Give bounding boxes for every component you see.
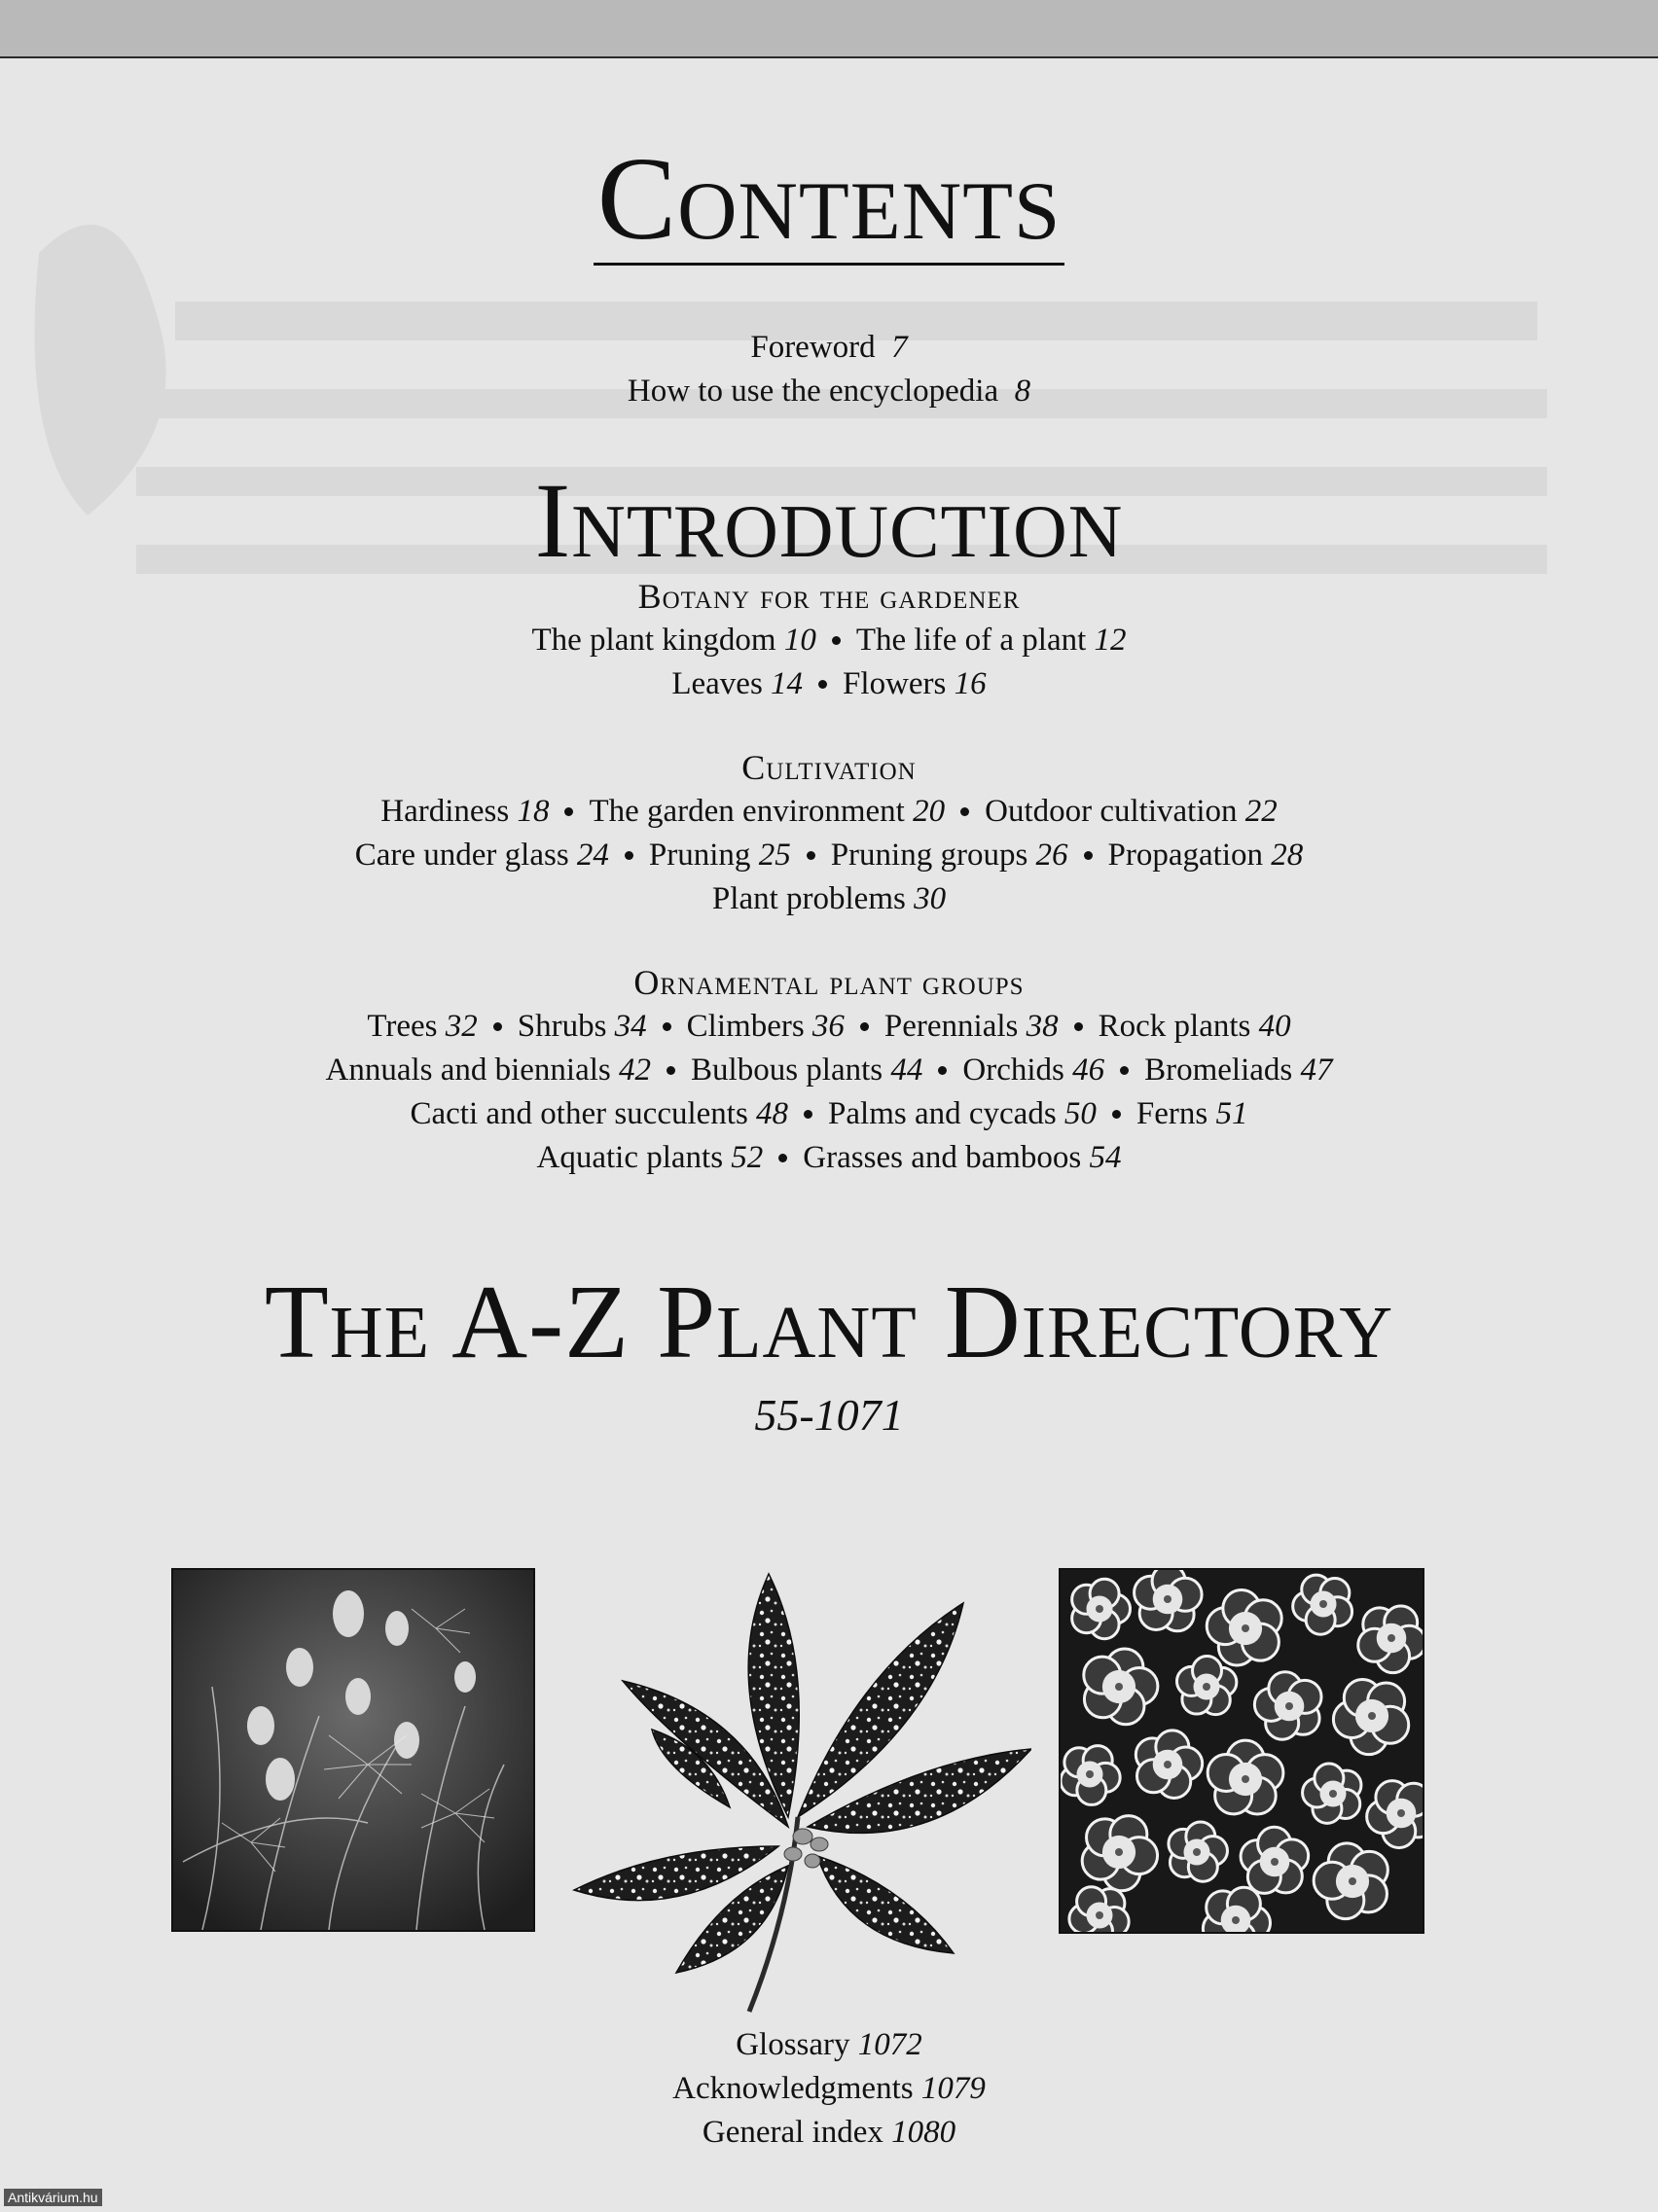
directory-heading: The A-Z Plant Directory (264, 1265, 1394, 1380)
introduction-sections (0, 574, 1658, 1180)
bullet-icon (564, 807, 573, 816)
toc-entry[interactable]: Care under glass 24 (354, 838, 609, 873)
bullet-icon (818, 680, 827, 689)
toc-row (0, 619, 1658, 662)
toc-row (0, 1005, 1658, 1049)
toc-entry[interactable]: General index 1080 (702, 2115, 956, 2150)
bullet-icon (493, 1022, 502, 1031)
toc-entry[interactable]: Bromeliads 47 (1144, 1052, 1333, 1088)
toc-entry[interactable]: Aquatic plants 52 (536, 1140, 764, 1175)
clematis-photo (171, 1568, 535, 1932)
toc-entry[interactable]: Hardiness 18 (380, 794, 550, 829)
front-matter-list (0, 326, 1658, 413)
toc-entry[interactable]: The garden environment 20 (589, 794, 946, 829)
toc-entry[interactable]: Shrubs 34 (517, 1009, 647, 1044)
watermark-label: Antikvárium.hu (4, 2189, 102, 2206)
book-page (0, 56, 1658, 2212)
bullet-icon (1120, 1066, 1129, 1075)
toc-entry[interactable]: Leaves 14 (671, 666, 804, 701)
toc-entry[interactable]: Climbers 36 (686, 1009, 845, 1044)
toc-entry[interactable]: Trees 32 (367, 1009, 478, 1044)
bullet-icon (960, 807, 969, 816)
primula-flower (1069, 1887, 1129, 1932)
introduction-heading: Introduction (534, 461, 1124, 580)
bullet-icon (807, 851, 815, 860)
directory-page-range[interactable]: 55-1071 (754, 1390, 904, 1440)
toc-entry[interactable]: The life of a plant 12 (855, 623, 1127, 658)
toc-row (0, 877, 1658, 921)
toc-row (0, 662, 1658, 706)
bullet-icon (667, 1066, 675, 1075)
toc-entry[interactable]: Annuals and biennials 42 (325, 1052, 652, 1088)
primula-flower (1135, 1570, 1203, 1631)
toc-entry[interactable]: Ferns 51 (1135, 1096, 1248, 1131)
bullet-icon (1074, 1022, 1083, 1031)
bullet-icon (778, 1154, 787, 1162)
contents-heading: Contents (0, 126, 1658, 272)
toc-row (0, 790, 1658, 834)
section-title: Botany for the gardener (637, 577, 1021, 616)
bullet-icon (860, 1022, 869, 1031)
bullet-icon (663, 1022, 671, 1031)
toc-entry[interactable]: Cacti and other succulents 48 (410, 1096, 789, 1131)
toc-entry[interactable]: Flowers 16 (843, 666, 987, 701)
toc-entry[interactable]: Grasses and bamboos 54 (803, 1140, 1122, 1175)
toc-entry[interactable]: Bulbous plants 44 (691, 1052, 923, 1088)
toc-entry[interactable]: The plant kingdom 10 (531, 623, 816, 658)
toc-row (0, 1049, 1658, 1092)
toc-entry[interactable]: Propagation 28 (1107, 838, 1304, 873)
bullet-icon (1112, 1110, 1121, 1119)
toc-row (0, 834, 1658, 877)
section-title: Ornamental plant groups (633, 963, 1025, 1002)
toc-entry[interactable]: Outdoor cultivation 22 (985, 794, 1278, 829)
toc-entry[interactable]: Orchids 46 (962, 1052, 1105, 1088)
bullet-icon (832, 636, 841, 645)
toc-entry[interactable]: Foreword 7 (750, 330, 908, 365)
toc-entry[interactable]: Pruning 25 (648, 838, 791, 873)
bullet-icon (625, 851, 633, 860)
section-title: Cultivation (741, 748, 917, 787)
bullet-icon (1084, 851, 1093, 860)
toc-entry[interactable]: Palms and cycads 50 (828, 1096, 1097, 1131)
toc-row (0, 1092, 1658, 1136)
toc-entry[interactable]: Rock plants 40 (1098, 1009, 1291, 1044)
toc-entry[interactable]: How to use the encyclopedia 8 (627, 374, 1031, 409)
bullet-icon (938, 1066, 947, 1075)
toc-entry[interactable]: Pruning groups 26 (830, 838, 1068, 873)
primula-photo (1059, 1568, 1424, 1934)
toc-row (0, 1136, 1658, 1180)
back-matter-list (0, 2023, 1658, 2155)
bullet-icon (804, 1110, 812, 1119)
toc-entry[interactable]: Plant problems 30 (711, 881, 947, 916)
aucuba-leaf-illustration (564, 1564, 1031, 2021)
primula-flowers (1061, 1570, 1423, 1932)
toc-entry[interactable]: Acknowledgments 1079 (672, 2071, 986, 2106)
toc-entry[interactable]: Glossary 1072 (736, 2027, 922, 2062)
toc-entry[interactable]: Perennials 38 (883, 1009, 1059, 1044)
